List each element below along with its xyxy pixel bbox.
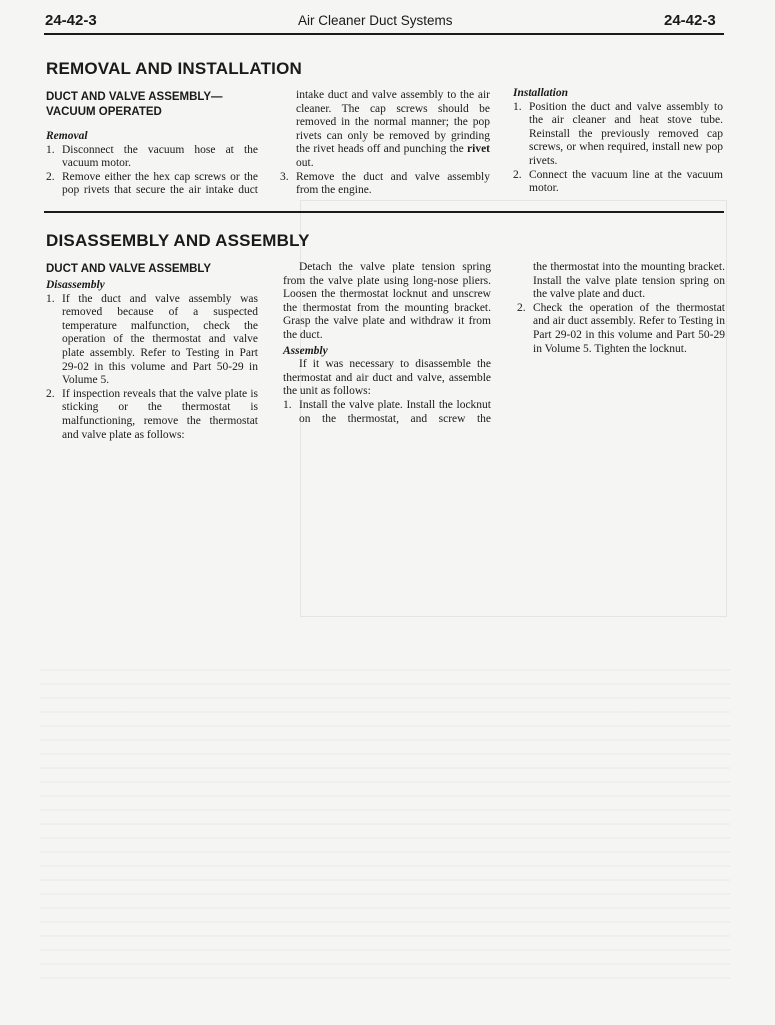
detach-paragraph: Detach the valve plate tension spring from the valve plate using long-nose pliers. Loosen the thermostat locknut and unscrew the thermostat from the mounting bracket. Grasp the valve plate and withdraw it from the duct. [283,261,491,341]
disassembly-column-1 [46,262,258,442]
list-item: 2. Remove either the hex cap screws or the pop rivets that secure the air intake duct [46,170,258,197]
assembly-step-1-continued: the thermostat into the mounting bracket. Install the valve plate tension spring on the valve plate and duct. [533,261,725,301]
page-title: Air Cleaner Duct Systems [298,13,453,28]
removal-subheading: DUCT AND VALVE ASSEMBLY— VACUUM OPERATED [46,91,223,118]
assembly-steps [283,399,491,426]
list-item: 1. Position the duct and valve assembly to the air cleaner and heat stove tube. Reinstall the previously removed cap screws, or when required, install new pop rivets. [513,100,723,167]
list-item: 2. Check the operation of the thermostat and air duct assembly. Refer to Testing in Part 29-02 in this volume and Part 50-29 in Volume 5. Tighten the locknut. [517,301,725,355]
header-rule [44,33,724,35]
section-rule [44,211,724,213]
section-heading-disassembly: DISASSEMBLY AND ASSEMBLY [46,231,310,250]
list-item: 3. Remove the duct and valve assembly from the engine. [280,170,490,197]
removal-step-2-continued: intake duct and valve assembly to the air cleaner. The cap screws should be removed in the normal manner; the pop rivets can only be removed by grinding the rivet heads off and punching the rivet out. [296,89,490,169]
page-number-left: 24-42-3 [45,12,97,29]
disassembly-steps [46,293,258,443]
disassembly-column-3 [517,261,725,356]
removal-steps-continued [280,171,490,198]
assembly-intro: If it was necessary to disassemble the thermostat and air duct and valve, assemble the unit as follows: [283,358,491,398]
disassembly-subheading: DUCT AND VALVE ASSEMBLY [46,263,212,275]
bleed-through-text [400,40,409,76]
removal-column-2 [280,89,490,198]
disassembly-label: Disassembly [46,279,105,291]
section-heading-removal: REMOVAL AND INSTALLATION [46,59,303,78]
assembly-label: Assembly [283,344,328,357]
removal-label: Removal [46,130,88,142]
list-item: 1. If the duct and valve assembly was removed because of a suspected temperature malfunction, check the operation of the thermostat and valve plate assembly. Refer to Testing in Part 29-02 in this volume and Part 50-29 in Volume 5. [46,292,258,387]
page-number-right: 24-42-3 [664,12,716,29]
installation-steps [513,101,723,196]
removal-column-1 [46,90,258,198]
installation-column [513,87,723,196]
disassembly-column-2 [283,261,491,426]
assembly-steps-continued [517,302,725,356]
list-item: 1. Disconnect the vacuum hose at the vacuum motor. [46,143,258,170]
list-item: 2. Connect the vacuum line at the vacuum motor. [513,168,723,195]
list-item: 2. If inspection reveals that the valve plate is sticking or the thermostat is malfunctioning, remove the thermostat and valve plate as follows: [46,387,258,441]
installation-label: Installation [513,87,568,99]
removal-steps [46,144,258,198]
list-item: 1. Install the valve plate. Install the locknut on the thermostat, and screw the [283,398,491,425]
bleed-through-paragraphs [40,660,730,980]
